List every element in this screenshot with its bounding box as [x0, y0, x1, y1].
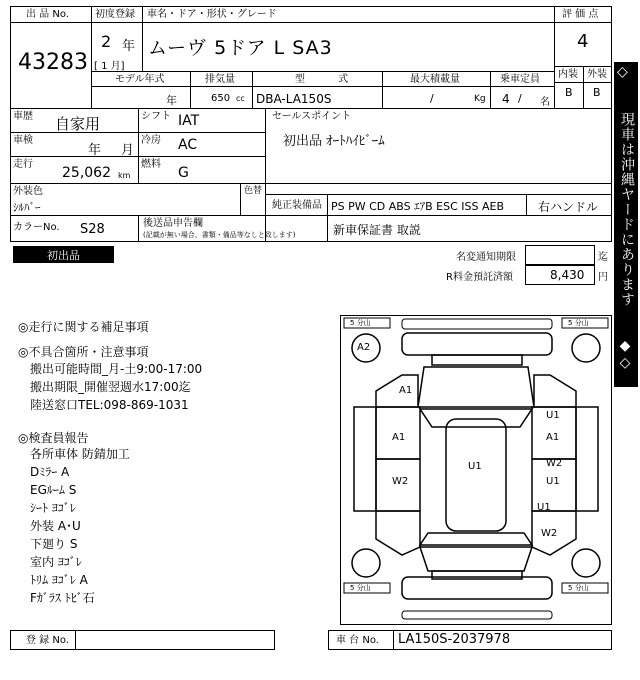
defect-line-1: 搬出可能時間_月-土9:00-17:00 — [30, 362, 203, 376]
displacement-value: 650 — [211, 93, 231, 104]
inspector-line-8: ﾄﾘﾑ ﾖｺﾞﾚ A — [30, 573, 88, 587]
mark-right-a: U1 — [546, 410, 560, 421]
type-label: 型 式 — [295, 74, 349, 85]
fuel-value: G — [178, 165, 189, 181]
ac-value: AC — [178, 137, 198, 153]
exterior-grade: B — [593, 86, 601, 99]
car-name-label: 車名・ドア・形状・グレード — [147, 9, 277, 20]
mark-right-d: U1 — [546, 476, 560, 487]
model-year-unit: 年 — [166, 94, 177, 107]
inspector-line-3: EGﾙｰﾑ S — [30, 483, 77, 497]
tire-fr-reading: 5 分山 — [568, 319, 589, 327]
tire-rr-reading: 5 分山 — [568, 584, 589, 592]
interior-label: 内装 — [558, 69, 578, 80]
aftermarket-label: 後送品申告欄 — [143, 218, 203, 229]
mark-left-front-door: A1 — [392, 432, 406, 443]
first-reg-label: 初度登録 — [95, 9, 135, 20]
mark-roof: U1 — [468, 461, 482, 472]
defect-line-3: 陸送窓口TEL:098-869-1031 — [30, 398, 189, 412]
chassis-label: 車 台 No. — [336, 635, 379, 646]
equipment-value: PS PW CD ABS ｴｱB ESC ISS AEB — [331, 200, 505, 213]
exterior-label: 外装 — [587, 69, 607, 80]
inspector-line-2: Dﾐﾗｰ A — [30, 465, 70, 479]
color-no-value: S28 — [80, 222, 105, 237]
shift-label: シフト — [141, 111, 171, 122]
chassis-value: LA150S-2037978 — [398, 632, 511, 647]
defect-line-2: 搬出期限_開催翌週水17:00迄 — [30, 380, 191, 394]
inspector-line-5: 外装 A･U — [30, 519, 81, 533]
first-listing-badge-text: 初出品 — [47, 249, 80, 262]
recycle-unit: 円 — [598, 272, 608, 283]
mark-right-c: W2 — [546, 458, 563, 469]
sales-point-value: 初出品 ｵｰﾄﾊｲﾋﾞｰﾑ — [283, 134, 385, 149]
inspector-line-7: 室内 ﾖｺﾞﾚ — [30, 555, 82, 569]
mark-right-rear-a: U1 — [537, 502, 551, 513]
mark-front-left-fender: A1 — [399, 385, 413, 396]
max-load-unit: Kg — [474, 94, 486, 104]
interior-grade: B — [565, 86, 573, 99]
history-value: 自家用 — [55, 115, 101, 133]
tire-rl-reading: 5 分山 — [350, 584, 371, 592]
banner-text: 現車は沖縄ヤードにあります — [619, 112, 635, 307]
displacement-label: 排気量 — [205, 74, 235, 85]
mark-right-b: A1 — [546, 432, 560, 443]
mark-left-rear-door: W2 — [392, 476, 409, 487]
deadline-box — [525, 245, 595, 265]
inspector-header: ◎検査員報告 — [18, 431, 89, 445]
driving-header: ◎走行に関する補足事項 — [18, 320, 149, 334]
fuel-label: 燃料 — [141, 159, 161, 170]
warranty-value: 新車保証書 取説 — [333, 223, 421, 237]
score-value: 4 — [577, 31, 589, 52]
defects-header: ◎不具合箇所・注意事項 — [18, 345, 149, 359]
recycle-label: R料金預託済額 — [446, 272, 513, 283]
sales-point-label: セールスポイント — [272, 111, 352, 122]
mileage-value: 25,062 — [62, 165, 111, 181]
capacity-label: 乗車定員 — [500, 74, 540, 85]
ac-label: 冷房 — [141, 135, 161, 146]
reg-no-label: 登 録 No. — [26, 635, 69, 646]
tire-fl-reading: 5 分山 — [350, 319, 371, 327]
equipment-label: 純正装備品 — [272, 200, 322, 211]
steering-value: 右ハンドル — [538, 200, 599, 214]
capacity-unit: 名 — [540, 97, 550, 108]
color-label: 外装色 — [13, 186, 43, 197]
inspector-line-4: ｼｰﾄ ﾖｺﾞﾚ — [30, 501, 76, 515]
mileage-label: 走行 — [13, 159, 33, 170]
deadline-label: 名変通知期限 — [456, 252, 516, 263]
car-name: ムーヴ 5ドア L SA3 — [148, 37, 333, 59]
inspection-month: 月 — [121, 143, 135, 158]
first-reg-year-unit: 年 — [122, 39, 136, 54]
banner-top-diamond: ◇ — [617, 64, 628, 80]
mileage-unit: km — [118, 171, 131, 180]
lot-number: 43283 — [18, 50, 88, 75]
mark-front-left-tire: A2 — [357, 342, 371, 353]
capacity-slash: / — [518, 92, 522, 105]
banner-bottom-diamonds: ◆◇ — [617, 338, 633, 372]
inspector-line-1: 各所車体 防錆加工 — [30, 447, 130, 461]
model-year-label: モデル年式 — [115, 74, 165, 85]
color-value: ｼﾙﾊﾞｰ — [13, 201, 41, 214]
mark-right-rear-b: W2 — [541, 528, 558, 539]
first-reg-month: [ 1 月] — [94, 61, 125, 72]
recolor-label: 色替 — [244, 186, 263, 196]
aftermarket-note: (記載が無い場合、書類・備品等なしと致します) — [143, 231, 296, 239]
deadline-unit: 迄 — [598, 252, 608, 263]
inspector-line-6: 下廻り S — [30, 537, 78, 551]
color-no-label: カラーNo. — [13, 222, 60, 233]
inspector-line-9: Fｶﾞﾗｽ ﾄﾋﾞ石 — [30, 591, 95, 605]
recycle-amount: 8,430 — [550, 268, 585, 282]
inspection-label: 車検 — [13, 135, 33, 146]
displacement-unit: cc — [236, 94, 245, 103]
inspection-year: 年 — [88, 143, 102, 158]
lot-label: 出 品 No. — [26, 9, 69, 20]
max-load-slash: / — [430, 92, 434, 105]
score-label: 評 価 点 — [562, 9, 599, 20]
capacity-value: 4 — [502, 92, 510, 106]
first-reg-year: 2 — [101, 32, 112, 51]
type-value: DBA-LA150S — [256, 92, 332, 106]
shift-value: IAT — [178, 113, 200, 129]
history-label: 車歴 — [13, 111, 33, 122]
max-load-label: 最大積載量 — [410, 74, 460, 85]
